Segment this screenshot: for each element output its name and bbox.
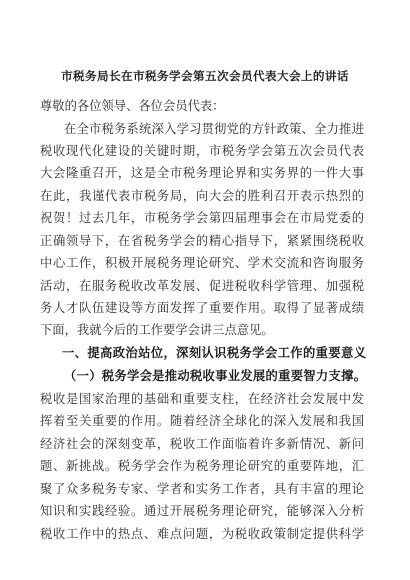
speech-title: 市税务局长在市税务学会第五次会员代表大会上的讲话 — [61, 69, 349, 83]
salutation: 尊敬的各位领导、各位会员代表： — [40, 99, 225, 113]
text-line: 题、新挑战。税务学会作为税务理论研究的重要阵地，汇 — [40, 459, 364, 473]
text-line: 税收现代化建设的关键时期，市税务学会第五次会员代表 — [40, 144, 364, 158]
text-line: 经济社会的深刻变革，税收工作面临着许多新情况、新问 — [40, 437, 364, 451]
text-line: 大会隆重召开，这是全市税务理论界和实务界的一件大事 — [40, 166, 364, 180]
text-line: 祝贺！过去几年，市税务学会第四届理事会在市局党委的 — [40, 211, 364, 225]
text-line: 知识和实践经验。通过开展税务理论研究，能够深入分析 — [40, 504, 364, 518]
text-line: 税收是国家治理的基础和重要支柱，在经济社会发展中发 — [40, 392, 364, 406]
text-line: 正确领导下，在省税务学会的精心指导下，紧紧围绕税收 — [40, 234, 364, 248]
text-line: 下面，我就今后的工作要学会讲三点意见。 — [40, 323, 274, 337]
text-line: 在全市税务系统深入学习贯彻党的方针政策、全力推进 — [64, 122, 364, 136]
text-line: 聚了众多税务专家、学者和实务工作者，具有丰富的理论 — [40, 482, 364, 496]
section-heading: 一、提高政治站位，深刻认识税务学会工作的重要意义 — [62, 345, 366, 360]
text-line: 在此，我谨代表市税务局，向大会的胜利召开表示热烈的 — [40, 189, 364, 203]
subsection-heading: （一）税务学会是推动税收事业发展的重要智力支撑。 — [64, 368, 366, 383]
text-line: 税收工作中的热点、难点问题，为税收政策制定提供科学 — [40, 527, 364, 541]
text-line: 务人才队伍建设等方面发挥了重要作用。取得了显著成绩 — [40, 301, 364, 315]
text-line: 活动，在服务税收改革发展、促进税收科学管理、加强税 — [40, 279, 364, 293]
text-line: 挥着至关重要的作用。随着经济全球化的深入发展和我国 — [40, 414, 364, 428]
text-line: 中心工作，积极开展税务理论研究、学术交流和咨询服务 — [40, 256, 364, 270]
